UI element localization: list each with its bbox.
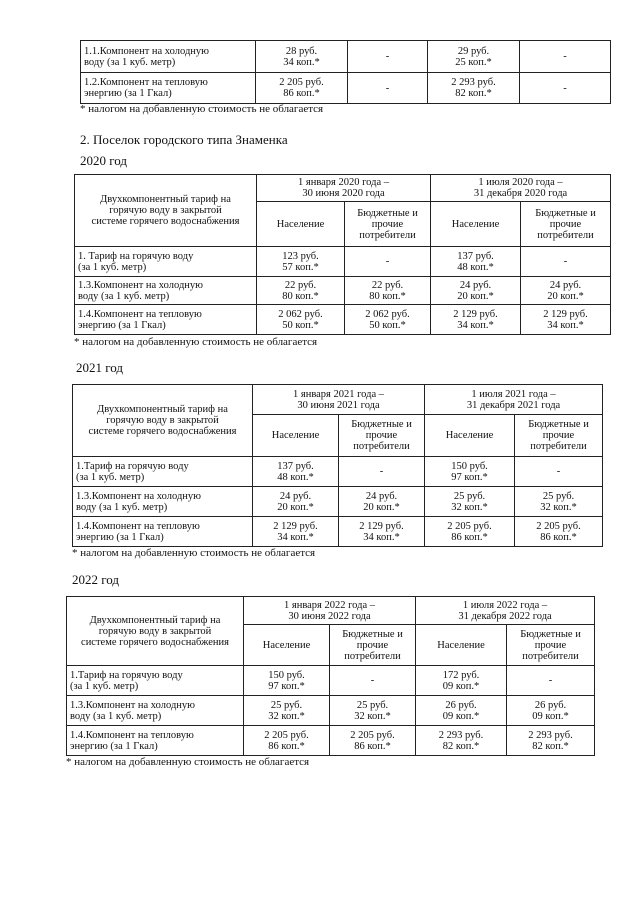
cell-value: - [520,41,611,73]
cell-value: 137 руб. 48 коп.* [431,247,521,277]
cell-value: 150 руб. 97 коп.* [425,457,515,487]
row-label: 1.3.Компонент на холодную воду (за 1 куб. метр) [67,696,244,726]
cell-value: 22 руб. 80 коп.* [345,277,431,305]
header-budget-consumers: Бюджетные и прочие потребители [507,625,595,666]
header-period-first-half: 1 января 2021 года – 30 июня 2021 года [253,385,425,415]
cell-value: 26 руб. 09 коп.* [507,696,595,726]
cell-value: - [521,247,611,277]
cell-value: 2 205 руб. 86 коп.* [515,517,603,547]
year-heading: 2021 год [76,360,123,375]
row-label: 1.Тариф на горячую воду (за 1 куб. метр) [73,457,253,487]
table-row [81,73,611,104]
section-title: 2. Поселок городского типа Знаменка [80,132,288,147]
cell-value: 2 129 руб. 34 коп.* [253,517,339,547]
header-budget-consumers: Бюджетные и прочие потребители [515,415,603,457]
cell-value: 123 руб. 57 коп.* [257,247,345,277]
cell-value: 25 руб. 32 коп.* [330,696,416,726]
row-label: 1.4.Компонент на тепловую энергию (за 1 Гкал) [73,517,253,547]
header-budget-consumers: Бюджетные и прочие потребители [345,202,431,247]
header-period-second-half: 1 июля 2021 года – 31 декабря 2021 года [425,385,603,415]
header-period-first-half: 1 января 2020 года – 30 июня 2020 года [257,175,431,202]
cell-value: 2 293 руб. 82 коп.* [416,726,507,756]
cell-value: 2 205 руб. 86 коп.* [330,726,416,756]
cell-value: - [515,457,603,487]
cell-value: - [339,457,425,487]
table-row [67,666,595,696]
table-header-row [67,597,595,625]
row-label: 1.3.Компонент на холодную воду (за 1 куб. метр) [73,487,253,517]
header-tariff-description: Двухкомпонентный тариф на горячую воду в закрытой системе горячего водоснабжения [73,385,253,457]
cell-value: 150 руб. 97 коп.* [244,666,330,696]
cell-value: - [348,73,428,104]
table-row [67,726,595,756]
cell-value: 2 129 руб. 34 коп.* [431,305,521,335]
cell-value: 2 293 руб. 82 коп.* [428,73,520,104]
header-period-second-half: 1 июля 2022 года – 31 декабря 2022 года [416,597,595,625]
footnote: * налогом на добавленную стоимость не облагается [80,103,324,115]
year-heading: 2020 год [80,153,127,168]
cell-value: 2 293 руб. 82 коп.* [507,726,595,756]
table-row [81,41,611,73]
header-tariff-description: Двухкомпонентный тариф на горячую воду в закрытой системе горячего водоснабжения [67,597,244,666]
cell-value: 24 руб. 20 коп.* [253,487,339,517]
tariff-table-2022 [66,596,595,756]
cell-value: 2 062 руб. 50 коп.* [345,305,431,335]
tariff-table-2021 [72,384,603,547]
cell-value: 2 129 руб. 34 коп.* [521,305,611,335]
year-heading: 2022 год [72,572,119,587]
header-budget-consumers: Бюджетные и прочие потребители [521,202,611,247]
header-population: Население [253,415,339,457]
cell-value: 25 руб. 32 коп.* [425,487,515,517]
cell-value: 2 062 руб. 50 коп.* [257,305,345,335]
header-population: Население [257,202,345,247]
cell-value: 25 руб. 32 коп.* [244,696,330,726]
cell-value: - [507,666,595,696]
cell-value: 24 руб. 20 коп.* [521,277,611,305]
row-label: 1.2.Компонент на тепловую энергию (за 1 Гкал) [81,73,256,104]
table-row [73,517,603,547]
footnote: * налогом на добавленную стоимость не облагается [66,756,310,768]
cell-value: 22 руб. 80 коп.* [257,277,345,305]
cell-value: 2 205 руб. 86 коп.* [425,517,515,547]
cell-value: 2 129 руб. 34 коп.* [339,517,425,547]
header-population: Население [416,625,507,666]
header-population: Население [431,202,521,247]
cell-value: - [348,41,428,73]
header-period-first-half: 1 января 2022 года – 30 июня 2022 года [244,597,416,625]
cell-value: 2 205 руб. 86 коп.* [256,73,348,104]
row-label: 1.4.Компонент на тепловую энергию (за 1 Гкал) [75,305,257,335]
cell-value: - [330,666,416,696]
table-header-row [75,175,611,202]
cell-value: - [520,73,611,104]
tariff-table-2020 [74,174,611,335]
cell-value: 2 205 руб. 86 коп.* [244,726,330,756]
row-label: 1.3.Компонент на холодную воду (за 1 куб. метр) [75,277,257,305]
header-tariff-description: Двухкомпонентный тариф на горячую воду в закрытой системе горячего водоснабжения [75,175,257,247]
footnote: * налогом на добавленную стоимость не облагается [74,336,318,348]
row-label: 1.Тариф на горячую воду (за 1 куб. метр) [67,666,244,696]
header-period-second-half: 1 июля 2020 года – 31 декабря 2020 года [431,175,611,202]
cell-value: 24 руб. 20 коп.* [339,487,425,517]
table-row [67,696,595,726]
cell-value: 28 руб. 34 коп.* [256,41,348,73]
cell-value: 25 руб. 32 коп.* [515,487,603,517]
cell-value: - [345,247,431,277]
header-population: Население [425,415,515,457]
table-row [75,247,611,277]
cell-value: 29 руб. 25 коп.* [428,41,520,73]
cell-value: 137 руб. 48 коп.* [253,457,339,487]
header-population: Население [244,625,330,666]
table-row [73,457,603,487]
table-header-row [73,385,603,415]
row-label: 1. Тариф на горячую воду (за 1 куб. метр) [75,247,257,277]
cell-value: 26 руб. 09 коп.* [416,696,507,726]
row-label: 1.1.Компонент на холодную воду (за 1 куб. метр) [81,41,256,73]
table-row [75,277,611,305]
cell-value: 24 руб. 20 коп.* [431,277,521,305]
header-budget-consumers: Бюджетные и прочие потребители [339,415,425,457]
tariff-table-continuation [80,40,611,104]
table-row [75,305,611,335]
row-label: 1.4.Компонент на тепловую энергию (за 1 Гкал) [67,726,244,756]
header-budget-consumers: Бюджетные и прочие потребители [330,625,416,666]
cell-value: 172 руб. 09 коп.* [416,666,507,696]
table-row [73,487,603,517]
footnote: * налогом на добавленную стоимость не облагается [72,547,316,559]
